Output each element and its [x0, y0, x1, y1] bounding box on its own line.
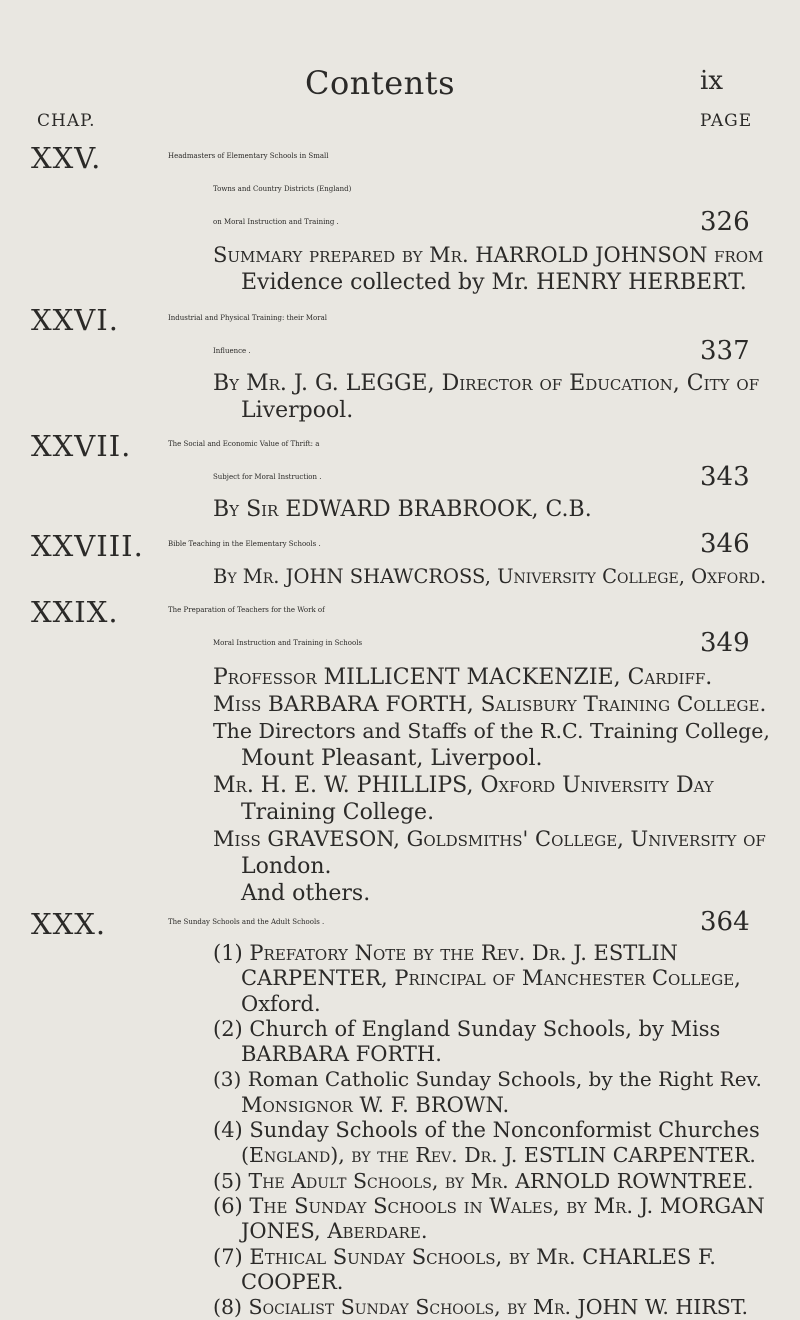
chapter-number: XXVII. — [31, 429, 132, 463]
chapter-page: 326 — [700, 207, 750, 237]
chapter-title — [168, 528, 713, 561]
sub-line: (1) Prefatory Note by the Rev. Dr. J. ESTLIN — [213, 941, 678, 965]
title-line: Towns and Country Districts (England) — [213, 185, 352, 193]
title-line: The Sunday Schools and the Adult Schools . — [168, 918, 325, 926]
chapter-page: 343 — [700, 462, 750, 492]
title-line: Subject for Moral Instruction . — [213, 473, 322, 481]
sub-line: (5) The Adult Schools, by Mr. ARNOLD ROWNTREE. — [213, 1168, 754, 1193]
sub-line: Summary prepared by Mr. HARROLD JOHNSON from — [213, 243, 764, 267]
sub-line: Miss BARBARA FORTH, Salisbury Training College. — [213, 692, 767, 717]
sub-line: (4) Sunday Schools of the Nonconformist Churches — [213, 1118, 760, 1143]
sub-line: (England), by the Rev. Dr. J. ESTLIN CARPENTER. — [241, 1143, 756, 1168]
sub-line: Oxford. — [241, 991, 321, 1016]
title-line: Headmasters of Elementary Schools in Small — [168, 152, 329, 160]
sub-line: Professor MILLICENT MACKENZIE, Cardiff. — [213, 665, 713, 690]
title-line: on Moral Instruction and Training . — [213, 218, 339, 226]
chapter-contributors — [213, 563, 767, 590]
title-line: The Preparation of Teachers for the Work of — [168, 606, 325, 614]
sub-line: Evidence collected by Mr. HENRY HERBERT. — [241, 270, 747, 295]
sub-line: BARBARA FORTH. — [241, 1042, 442, 1067]
chapter-title — [168, 428, 713, 494]
title-line: The Social and Economic Value of Thrift: a — [168, 440, 320, 448]
sub-line: (8) Socialist Sunday Schools, by Mr. JOHN W. HIRST. — [213, 1295, 749, 1320]
sub-line: By Mr. J. G. LEGGE, Director of Education, City of — [213, 371, 760, 396]
sub-line: By Mr. JOHN SHAWCROSS, University College, Oxford. — [213, 565, 767, 588]
sub-line: (2) Church of England Sunday Schools, by Miss — [213, 1016, 721, 1041]
chapter-number: XXV. — [31, 141, 102, 175]
sub-line: Mr. H. E. W. PHILLIPS, Oxford University Day — [213, 773, 714, 798]
title-line: Moral Instruction and Training in Schools — [213, 639, 363, 647]
chap-column-label: CHAP. — [37, 111, 96, 131]
chapter-page: 349 — [700, 628, 750, 658]
chapter-title — [168, 140, 713, 239]
chapter-contributors — [213, 664, 770, 907]
chapter-number: XXX. — [31, 907, 107, 941]
sub-line: London. — [241, 854, 332, 879]
sub-line: Training College. — [241, 800, 435, 825]
chapter-title — [168, 906, 713, 939]
page-title: Contents — [305, 64, 456, 102]
chapter-page: 364 — [700, 907, 750, 937]
sub-line: And others. — [241, 881, 371, 906]
page-number: ix — [700, 66, 723, 96]
sub-line: The Directors and Staffs of the R.C. Training College, — [213, 719, 770, 743]
chapter-contributors — [213, 496, 703, 523]
title-line: Bible Teaching in the Elementary Schools . — [168, 540, 321, 548]
chapter-page: 346 — [700, 529, 750, 559]
chapter-number: XXIX. — [31, 595, 119, 629]
title-line: Industrial and Physical Training: their Moral — [168, 314, 328, 322]
chapter-contributors — [213, 242, 764, 296]
chapter-page: 337 — [700, 336, 750, 366]
chapter-title — [168, 302, 713, 368]
sub-line: COOPER. — [241, 1269, 344, 1294]
sub-line: (7) Ethical Sunday Schools, by Mr. CHARLES F. — [213, 1244, 716, 1269]
chapter-contributors — [213, 941, 765, 1320]
title-line: Influence . — [213, 347, 251, 355]
sub-line: (6) The Sunday Schools in Wales, by Mr. J. MORGAN — [213, 1193, 765, 1218]
sub-line: CARPENTER, Principal of Manchester College, — [241, 966, 741, 991]
sub-line: JONES, Aberdare. — [241, 1219, 428, 1244]
sub-line: Miss GRAVESON, Goldsmiths' College, University of — [213, 827, 766, 851]
page-column-label: PAGE — [700, 111, 753, 131]
sub-line: Monsignor W. F. BROWN. — [241, 1092, 510, 1117]
chapter-title — [168, 594, 713, 660]
sub-line: By Sir EDWARD BRABROOK, C.B. — [213, 497, 592, 522]
chapter-contributors — [213, 370, 760, 424]
sub-line: (3) Roman Catholic Sunday Schools, by the Right Rev. — [213, 1067, 762, 1092]
chapter-number: XXVIII. — [31, 529, 144, 563]
sub-line: Liverpool. — [241, 398, 354, 423]
sub-line: Mount Pleasant, Liverpool. — [241, 746, 543, 771]
chapter-number: XXVI. — [31, 303, 119, 337]
